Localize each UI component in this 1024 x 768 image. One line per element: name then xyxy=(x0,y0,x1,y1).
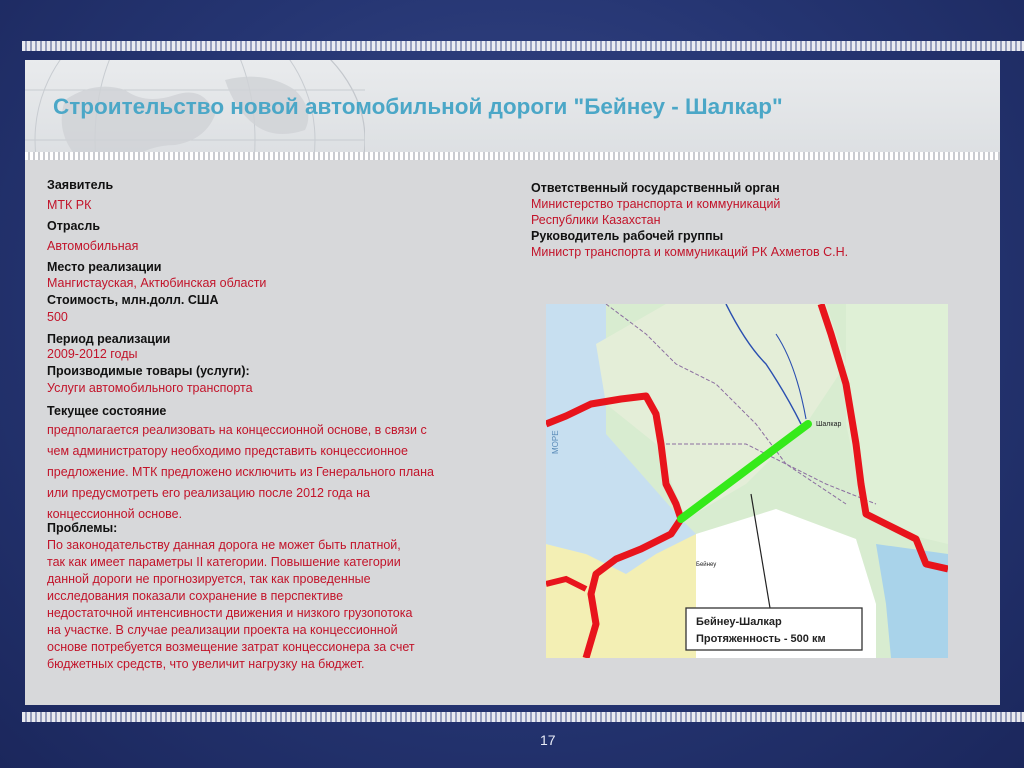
problems-label: Проблемы: xyxy=(47,521,118,535)
sea-label: МОРЕ xyxy=(551,430,560,454)
problems-line: бюджетных средств, что увеличит нагрузку на бюджет. xyxy=(47,657,365,671)
industry-value: Автомобильная xyxy=(47,239,139,253)
map-callout-title: Бейнеу-Шалкар xyxy=(696,616,782,628)
responsible-line: Республики Казахстан xyxy=(531,213,661,227)
status-line: или предусмотреть его реализацию после 2012 года на xyxy=(47,486,370,500)
problems-line: на участке. В случае реализации проекта на концессионной xyxy=(47,623,398,637)
page-number: 17 xyxy=(540,732,556,748)
cost-label: Стоимость, млн.долл. США xyxy=(47,293,219,307)
bottom-decorative-stripe xyxy=(22,712,1024,722)
problems-line: исследования показали сохранение в перспективе xyxy=(47,589,344,603)
header-band xyxy=(25,60,1000,160)
status-label: Текущее состояние xyxy=(47,404,167,418)
slide-panel xyxy=(25,60,1000,705)
responsible-line: Министерство транспорта и коммуникаций xyxy=(531,197,781,211)
town-shalkar: Шалкар xyxy=(816,421,842,428)
map-callout-length: Протяженность - 500 км xyxy=(696,633,826,645)
period-label: Период реализации xyxy=(47,332,171,346)
responsible-label: Ответственный государственный орган xyxy=(531,181,780,195)
header-divider xyxy=(25,152,1000,160)
route-map-image xyxy=(546,304,948,658)
products-label: Производимые товары (услуги): xyxy=(47,364,250,378)
problems-text xyxy=(47,537,517,673)
status-line: предложение. МТК предложено исключить из Генерального плана xyxy=(47,465,434,479)
period-value: 2009-2012 годы xyxy=(47,347,138,361)
applicant-value: МТК РК xyxy=(47,198,92,212)
status-line: чем администратору необходимо представить концессионное xyxy=(47,444,408,458)
town-beineu: Бейнеу xyxy=(696,562,717,568)
status-line: концессионной основе. xyxy=(47,507,183,521)
cost-value: 500 xyxy=(47,310,68,324)
problems-line: По законодательству данная дорога не может быть платной, xyxy=(47,538,401,552)
top-decorative-stripe xyxy=(22,41,1024,51)
problems-line: данной дороги не прогнозируется, так как проведенные xyxy=(47,572,371,586)
location-value: Мангистауская, Актюбинская области xyxy=(47,276,267,290)
products-value: Услуги автомобильного транспорта xyxy=(47,381,253,395)
applicant-label: Заявитель xyxy=(47,178,114,192)
problems-line: основе потребуется возмещение затрат концессионера за счет xyxy=(47,640,415,654)
head-label: Руководитель рабочей группы xyxy=(531,229,724,243)
industry-label: Отрасль xyxy=(47,219,101,233)
status-line: предполагается реализовать на концессионной основе, в связи с xyxy=(47,423,427,437)
location-label: Место реализации xyxy=(47,260,162,274)
problems-line: так как имеет параметры II категории. Повышение категории xyxy=(47,555,401,569)
route-map xyxy=(546,304,948,658)
head-value: Министр транспорта и коммуникаций РК Ахметов С.Н. xyxy=(531,245,849,259)
page-title: Строительство новой автомобильной дороги "Бейнеу - Шалкар" xyxy=(53,94,783,119)
responsible-details xyxy=(531,181,951,259)
status-text xyxy=(47,420,517,525)
problems-line: недостаточной интенсивности движения и низкого грузопотока xyxy=(47,606,413,620)
